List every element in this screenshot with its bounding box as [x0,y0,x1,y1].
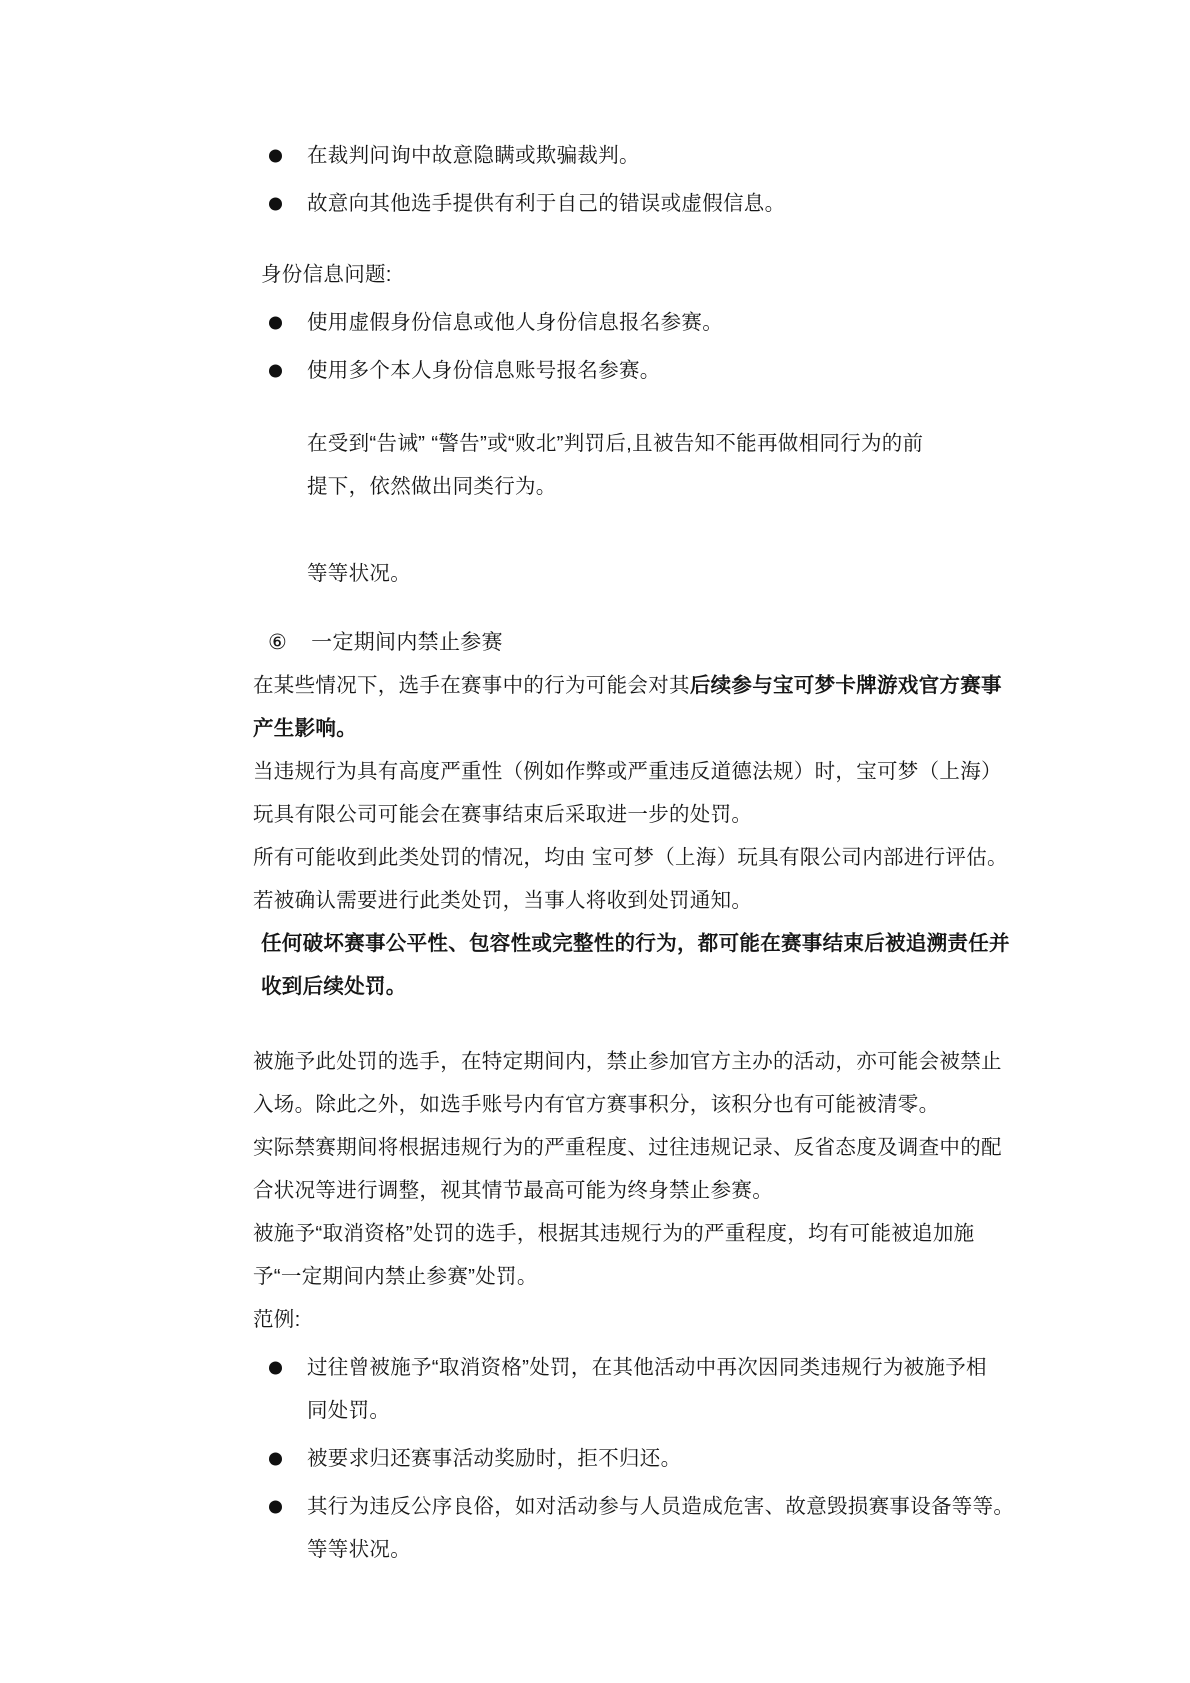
text-run: 被要求归还赛事活动奖励时，拒不归还。 [307,1447,682,1470]
text-run: 其行为违反公序良俗，如对活动参与人员造成危害、故意毁损赛事设备等等。 [307,1495,1015,1518]
paragraph-line [253,879,954,922]
bullet-item [253,1437,954,1480]
bullet-icon [269,197,282,210]
bullet-item [253,301,954,344]
bullet-icon [269,1500,282,1513]
paragraph-line [253,1169,954,1212]
section-heading [253,621,954,664]
bullet-item [253,1485,1015,1528]
etc-note [253,1528,954,1571]
text-run: 过往曾被施予“取消资格”处罚，在其他活动中再次因同类违规行为被施予相 [307,1356,987,1379]
text-run: 入场。除此之外，如选手账号内有官方赛事积分，该积分也有可能被清零。 [253,1093,940,1116]
text-run: 所有可能收到此类处罚的情况，均由 宝可梦（上海）玩具有限公司内部进行评估。 [253,846,1008,869]
bullet-item [253,182,954,225]
paragraph-line [253,1126,1002,1169]
text-run: 在裁判问询中故意隐瞒或欺骗裁判。 [307,144,640,167]
text-run: 予“一定期间内禁止参赛”处罚。 [253,1265,538,1288]
bullet-icon [269,1452,282,1465]
paragraph-line [253,1040,1002,1083]
bullet-item [253,1346,987,1389]
paragraph-line [253,465,954,508]
bullet-item [253,134,954,177]
text-run: 使用虚假身份信息或他人身份信息报名参赛。 [307,311,723,334]
paragraph-line-emphasis [253,965,954,1008]
text-run: 身份信息问题: [261,263,392,286]
etc-note [253,552,954,595]
text-run: 被施予“取消资格”处罚的选手，根据其违规行为的严重程度，均有可能被追加施 [253,1222,975,1245]
paragraph-line [253,707,954,750]
paragraph-line [253,1255,954,1298]
bullet-icon [269,149,282,162]
paragraph-line [253,1083,954,1126]
paragraph-line [253,793,954,836]
text-run: 提下，依然做出同类行为。 [307,475,557,498]
heading-number: ⑥ [268,631,288,654]
paragraph-line-emphasis [253,922,1010,965]
text-run: 使用多个本人身份信息账号报名参赛。 [307,359,661,382]
text-run: 收到后续处罚。 [261,975,407,998]
section-label-examples [253,1298,954,1341]
paragraph-line [253,664,1002,707]
text-run: 被施予此处罚的选手，在特定期间内，禁止参加官方主办的活动，亦可能会被禁止 [253,1050,1002,1073]
text-run: 在受到“告诫” “警告”或“败北”判罚后,且被告知不能再做相同行为的前 [307,432,924,455]
text-run: 实际禁赛期间将根据违规行为的严重程度、过往违规记录、反省态度及调查中的配 [253,1136,1002,1159]
paragraph-line [253,1212,975,1255]
text-run: 后续参与宝可梦卡牌游戏官方赛事 [689,674,1002,697]
bullet-item [253,349,954,392]
paragraph-line [253,1389,954,1432]
text-run: 若被确认需要进行此类处罚，当事人将收到处罚通知。 [253,889,753,912]
paragraph-line [253,422,954,465]
text-run: 等等状况。 [307,562,411,585]
text-run: 合状况等进行调整，视其情节最高可能为终身禁止参赛。 [253,1179,773,1202]
paragraph-line [253,750,1002,793]
text-run: 等等状况。 [307,1538,411,1561]
bullet-icon [269,316,282,329]
paragraph-line [253,836,1008,879]
section-label-identity [253,253,954,296]
bullet-icon [269,364,282,377]
bullet-icon [269,1361,282,1374]
text-run: 当违规行为具有高度严重性（例如作弊或严重违反道德法规）时，宝可梦（上海） [253,760,1002,783]
text-run: 任何破坏赛事公平性、包容性或完整性的行为，都可能在赛事结束后被追溯责任并 [261,932,1010,955]
text-run: 故意向其他选手提供有利于自己的错误或虚假信息。 [307,192,786,215]
text-run: 同处罚。 [307,1399,391,1422]
text-run: 玩具有限公司可能会在赛事结束后采取进一步的处罚。 [253,803,753,826]
text-run: 一定期间内禁止参赛 [311,631,503,654]
text-run: 范例: [253,1308,301,1331]
text-run: 产生影响。 [253,717,357,740]
text-run: 在某些情况下，选手在赛事中的行为可能会对其 [253,674,690,697]
